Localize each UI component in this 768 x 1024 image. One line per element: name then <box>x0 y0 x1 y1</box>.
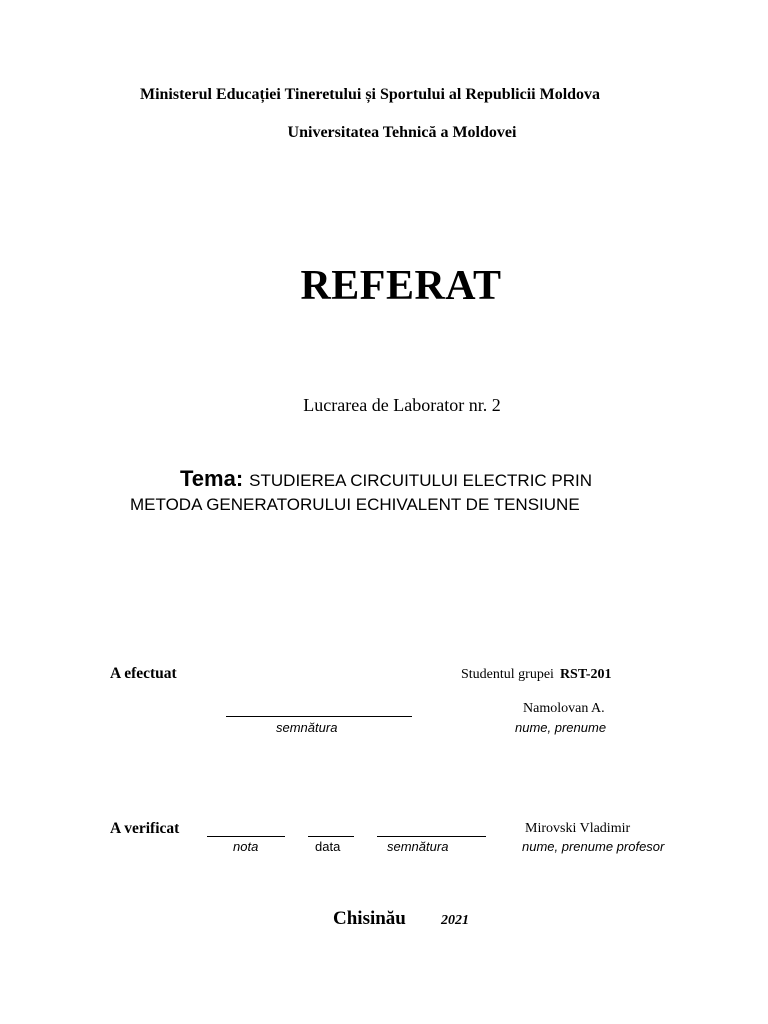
student-name: Namolovan A. <box>523 701 605 716</box>
group-value: RST-201 <box>559 667 612 682</box>
ministry-name: Ministerul Educației Tineretului și Sportului al Republicii Moldova <box>139 86 601 103</box>
professor-signature-caption: semnătura <box>387 839 449 854</box>
tema-first-line <box>180 466 592 492</box>
tema-text-line1: STUDIEREA CIRCUITULUI ELECTRIC PRIN <box>249 471 593 490</box>
date-caption: data <box>315 839 341 854</box>
tema-text-line2: METODA GENERATORULUI ECHIVALENT DE TENSIUNE <box>130 495 580 514</box>
date-line <box>308 836 354 837</box>
city: Chisinău <box>333 908 406 929</box>
grade-caption: nota <box>233 839 259 854</box>
student-group <box>461 667 612 683</box>
university-name: Universitatea Tehnică a Moldovei <box>287 124 517 141</box>
student-signature-caption: semnătura <box>276 720 338 735</box>
efectuat-label: A efectuat <box>110 665 177 682</box>
tema-label: Tema: <box>180 466 244 491</box>
professor-signature-line <box>377 836 486 837</box>
document-title: REFERAT <box>300 263 502 309</box>
year: 2021 <box>441 913 469 928</box>
professor-name: Mirovski Vladimir <box>525 821 631 836</box>
professor-name-caption: nume, prenume profesor <box>522 839 665 854</box>
grade-line <box>207 836 285 837</box>
group-label: Studentul grupei <box>461 667 554 682</box>
student-signature-line <box>226 716 412 717</box>
verificat-label: A verificat <box>110 820 180 837</box>
lab-number: Lucrarea de Laborator nr. 2 <box>303 395 501 415</box>
student-name-caption: nume, prenume <box>515 720 607 735</box>
